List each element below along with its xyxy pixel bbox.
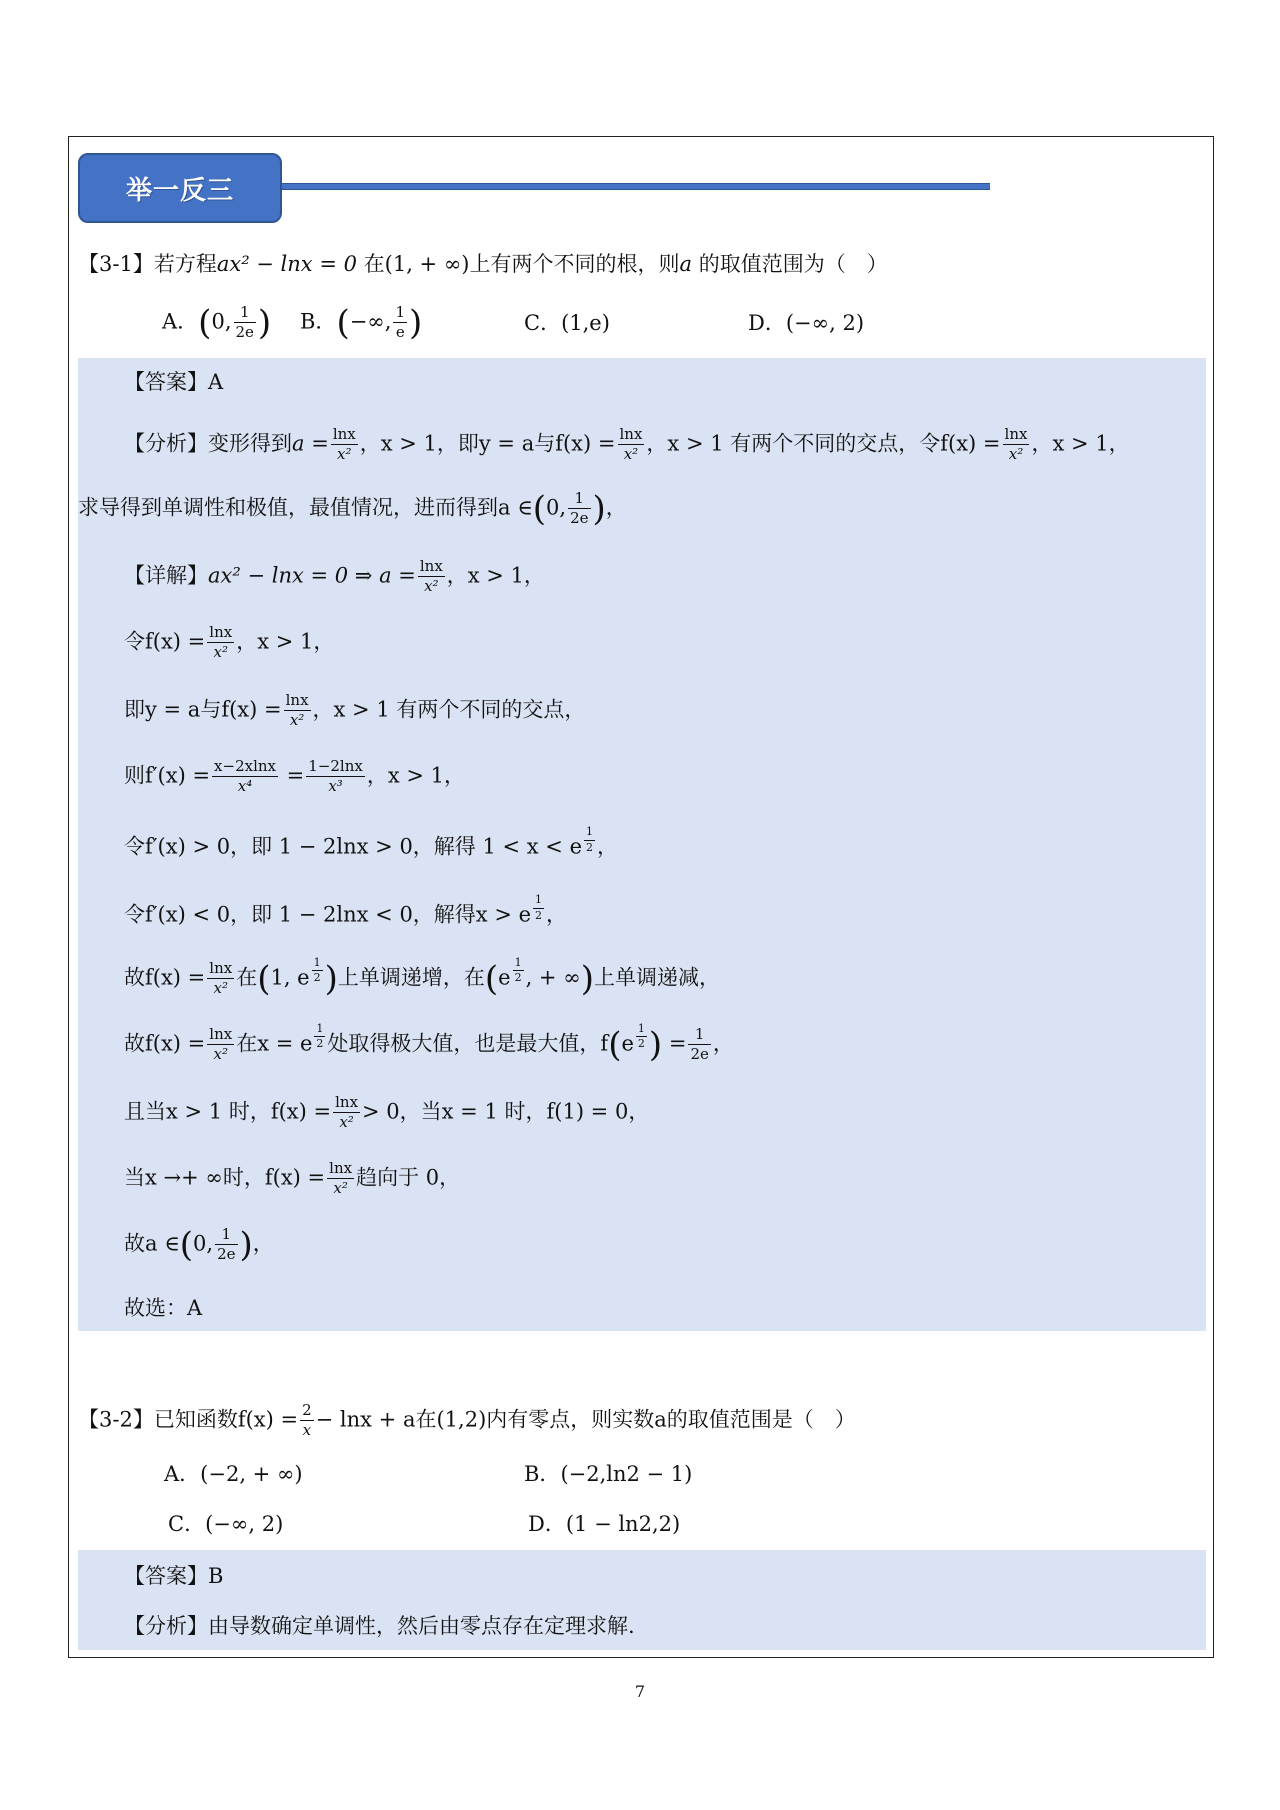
answer-line [124,372,223,393]
denominator: x² [333,1179,348,1198]
detail-tag: 【详解】 [124,563,208,588]
option-b[interactable]: B．(−∞, $\frac{1}{e}$ ) [300,302,423,343]
answer-value: B [208,1564,224,1588]
fraction [333,1094,360,1132]
value: 1, e [270,965,310,990]
text: 处取得极大值，也是最大值，f [327,1031,609,1056]
numerator: lnx [331,426,358,445]
numerator: 2 [300,1402,314,1421]
answer-tag: 【答案】 [124,370,208,394]
detail-line-5: 令f′(x) > 0，即 1 − 2lnx > 0，解得 1 < x < e $\frac{1}{2}$ ， [124,825,619,859]
text: ，x > 1， [446,563,545,588]
denominator: 2e [570,509,589,528]
analysis-line-1: 【分析】变形得到a = $\frac{\ln x}{\text{x²}}$ ，x > 1，即y = a与f(x) = $\frac{\ln x}{\text{x²}}$ ，x > 1 有两个不同的交点，令f(x) = $\frac{\ln x}{\text{x²}}$ ，x > 1， [124,425,1130,464]
denominator: x² [424,577,439,596]
value: 0 [546,495,560,520]
analysis-line [124,1616,635,1637]
stem-text: 若方程 [153,252,217,276]
option-b[interactable] [524,1464,692,1485]
stem-text: 的取值范围为（ ） [698,252,888,276]
numerator: 1 [636,1023,647,1038]
fraction [1003,426,1030,464]
numerator: 1 [688,1026,710,1045]
fraction [207,960,234,998]
denominator: 2e [690,1045,709,1064]
option-label: A． [164,1462,201,1486]
text: 上单调递增，在 [337,965,485,990]
numerator: lnx [327,1160,354,1179]
option-value: (−∞, 2) [785,311,865,335]
value: 0 [211,309,225,334]
fraction [533,894,544,922]
numerator: 1 [234,304,256,323]
text: 则f′(x) = [124,763,211,788]
fraction [300,1402,314,1440]
text: 故f(x) = [124,965,206,990]
fraction [212,758,278,796]
option-d[interactable] [748,313,864,334]
denominator: x² [213,1045,228,1064]
text: ，x > 1， [1031,431,1130,456]
stem-equation: ax² − lnx = 0 [216,252,357,276]
detail-line-6: 令f′(x) < 0，即 1 − 2lnx < 0，解得x > e $\frac{1}{2}$ ， [124,893,568,927]
answer-value: A [208,370,224,394]
denominator: e [395,323,405,342]
denominator: x² [339,1113,354,1132]
option-value: (−∞, 2) [205,1512,284,1536]
fraction [513,957,524,985]
numerator: x−2xlnx [212,758,278,777]
value: e [498,965,511,990]
denominator: 2 [313,971,321,985]
denominator: x² [337,445,352,464]
denominator: x² [1008,445,1024,464]
text: ax² − lnx = 0 ⇒ a = [208,563,416,588]
fraction [636,1023,647,1051]
text: 且当x > 1 时，f(x) = [124,1099,332,1124]
numerator: 1 [568,490,590,509]
numerator: lnx [618,426,645,445]
option-label: C． [524,311,562,335]
option-label: D． [528,1512,566,1536]
text: − lnx + a在(1,2)内有零点，则实数a的取值范围是（ ） [315,1407,856,1432]
numerator: 1−2lnx [306,758,365,777]
numerator: 1 [533,894,544,909]
analysis-tag: 【分析】 [124,1614,208,1638]
denominator: 2e [235,323,254,342]
denominator: x³ [328,777,343,796]
numerator: lnx [207,1026,234,1045]
text: 已知函数f(x) = [153,1407,299,1432]
fraction [234,304,256,342]
value: e [621,1031,634,1056]
text: ，x > 1 有两个不同的交点，令f(x) = [646,431,1001,456]
fraction [207,624,234,662]
section-rule [282,183,990,190]
fraction [306,758,365,796]
text: ，x > 1，即y = a与f(x) = [359,431,616,456]
text: > 0，当x = 1 时，f(1) = 0， [362,1099,650,1124]
text: 当x →+ ∞时，f(x) = [124,1165,326,1190]
option-label: B． [524,1462,561,1486]
value: , + ∞ [525,965,581,990]
detail-line-2 [124,624,334,662]
numerator: lnx [207,960,234,979]
denominator: 2 [586,840,594,854]
numerator: lnx [284,692,311,711]
denominator: x [302,1421,312,1440]
fraction [331,426,358,464]
final-answer [124,1298,202,1319]
detail-line-4: 则f′(x) = $\frac{x-2xlnx}{\text{x⁴}}$ = $\frac{1-2\ln x}{\text{x³}}$ ，x > 1， [124,757,466,796]
numerator: lnx [207,624,234,643]
denominator: x² [213,979,228,998]
detail-line-8: 故f(x) = $\frac{\ln x}{\text{x²}}$ 在x = e $\frac{1}{2}$ 处取得极大值，也是最大值，f(e $\frac{1}{2}$ ) = $\frac{1}{2e}$ ， [124,1021,734,1065]
text: 变形得到 [208,431,292,456]
fraction [207,1026,234,1064]
text: 上单调递减， [593,965,720,990]
answer-line [124,1566,223,1587]
denominator: x² [289,711,305,730]
fraction [284,692,311,730]
text: 即y = a与f(x) = [124,697,282,722]
text: 趋向于 0， [356,1165,461,1190]
fraction [312,957,323,985]
numerator: 1 [393,304,407,323]
text: 由导数确定单调性，然后由零点存在定理求解. [208,1614,635,1638]
text: 令f′(x) < 0，即 1 − 2lnx < 0，解得x > e [124,902,532,927]
denominator: 2 [535,908,543,922]
denominator: x² [623,445,639,464]
value: −∞ [349,309,385,334]
option-label: A． [162,309,199,334]
option-c[interactable] [524,313,610,334]
analysis-tag: 【分析】 [124,431,208,456]
page-number: 7 [634,1682,646,1701]
text: 在x = e [236,1031,313,1056]
stem-text: 在(1, + ∞)上有两个不同的根，则 [363,252,680,276]
option-d[interactable] [528,1514,680,1535]
value: 0 [193,1231,207,1256]
question-3-1-stem [78,254,888,275]
fraction [215,1226,237,1264]
text: 故f(x) = [124,1031,206,1056]
text: 故选：A [124,1296,203,1320]
fraction [393,304,407,342]
denominator: x⁴ [237,777,253,796]
option-c[interactable] [168,1514,283,1535]
option-a[interactable] [164,1464,303,1485]
fraction [314,1023,325,1051]
section-title-badge [78,153,282,223]
text: ，x > 1， [236,629,335,654]
detail-line-3 [124,692,585,730]
stem-variable: a [679,252,693,276]
denominator: x² [213,643,228,662]
option-value: (−2, + ∞) [200,1462,303,1486]
numerator: 1 [314,1023,325,1038]
text: 求导得到单调性和极值，最值情况，进而得到a ∈ [78,495,533,520]
denominator: 2 [316,1037,324,1051]
fraction [618,426,645,464]
option-value: (−2,ln2 − 1) [560,1462,693,1486]
option-a[interactable]: A．(0, $\frac{1}{2e}$ ) [162,302,272,343]
option-value: (1 − ln2,2) [565,1512,681,1536]
option-label: B． [300,309,337,334]
denominator: 2 [637,1037,645,1051]
text: 故a ∈ [124,1231,180,1256]
fraction [584,826,595,854]
text: ，x > 1 有两个不同的交点， [312,697,586,722]
question-tag: 【3-1】 [78,252,154,276]
denominator: 2 [514,971,522,985]
detail-line-10 [124,1160,460,1198]
text: 令f(x) = [124,629,206,654]
question-tag: 【3-2】 [78,1407,154,1432]
numerator: 1 [312,957,323,972]
detail-line-9 [124,1094,649,1132]
section-title: 举一反三 [125,175,234,206]
text: ，x > 1， [366,763,466,788]
option-value: (1,e) [561,311,610,335]
text: 在 [236,965,258,990]
fraction [327,1160,354,1198]
detail-line-11: 故a ∈(0, $\frac{1}{2e}$ )， [124,1224,274,1265]
option-label: C． [168,1512,206,1536]
question-3-2-stem [78,1402,856,1440]
detail-line-1 [124,558,545,596]
fraction [688,1026,710,1064]
analysis-line-2: 求导得到单调性和极值，最值情况，进而得到a ∈(0, $\frac{1}{2e}$ )， [78,488,627,529]
numerator: lnx [1003,426,1030,445]
numerator: 1 [215,1226,237,1245]
answer-tag: 【答案】 [124,1564,208,1588]
denominator: 2e [217,1245,236,1264]
text: 令f′(x) > 0，即 1 − 2lnx > 0，解得 1 < x < e [124,834,583,859]
numerator: lnx [333,1094,360,1113]
fraction [568,490,590,528]
numerator: lnx [418,558,445,577]
numerator: 1 [513,957,524,972]
fraction [418,558,445,596]
option-label: D． [748,311,786,335]
numerator: 1 [584,826,595,841]
detail-line-7: 故f(x) = $\frac{\ln x}{\text{x²}}$ 在(1, e $\frac{1}{2}$ )上单调递增，在(e $\frac{1}{2}$ , + ∞)上单调递减， [124,955,720,999]
